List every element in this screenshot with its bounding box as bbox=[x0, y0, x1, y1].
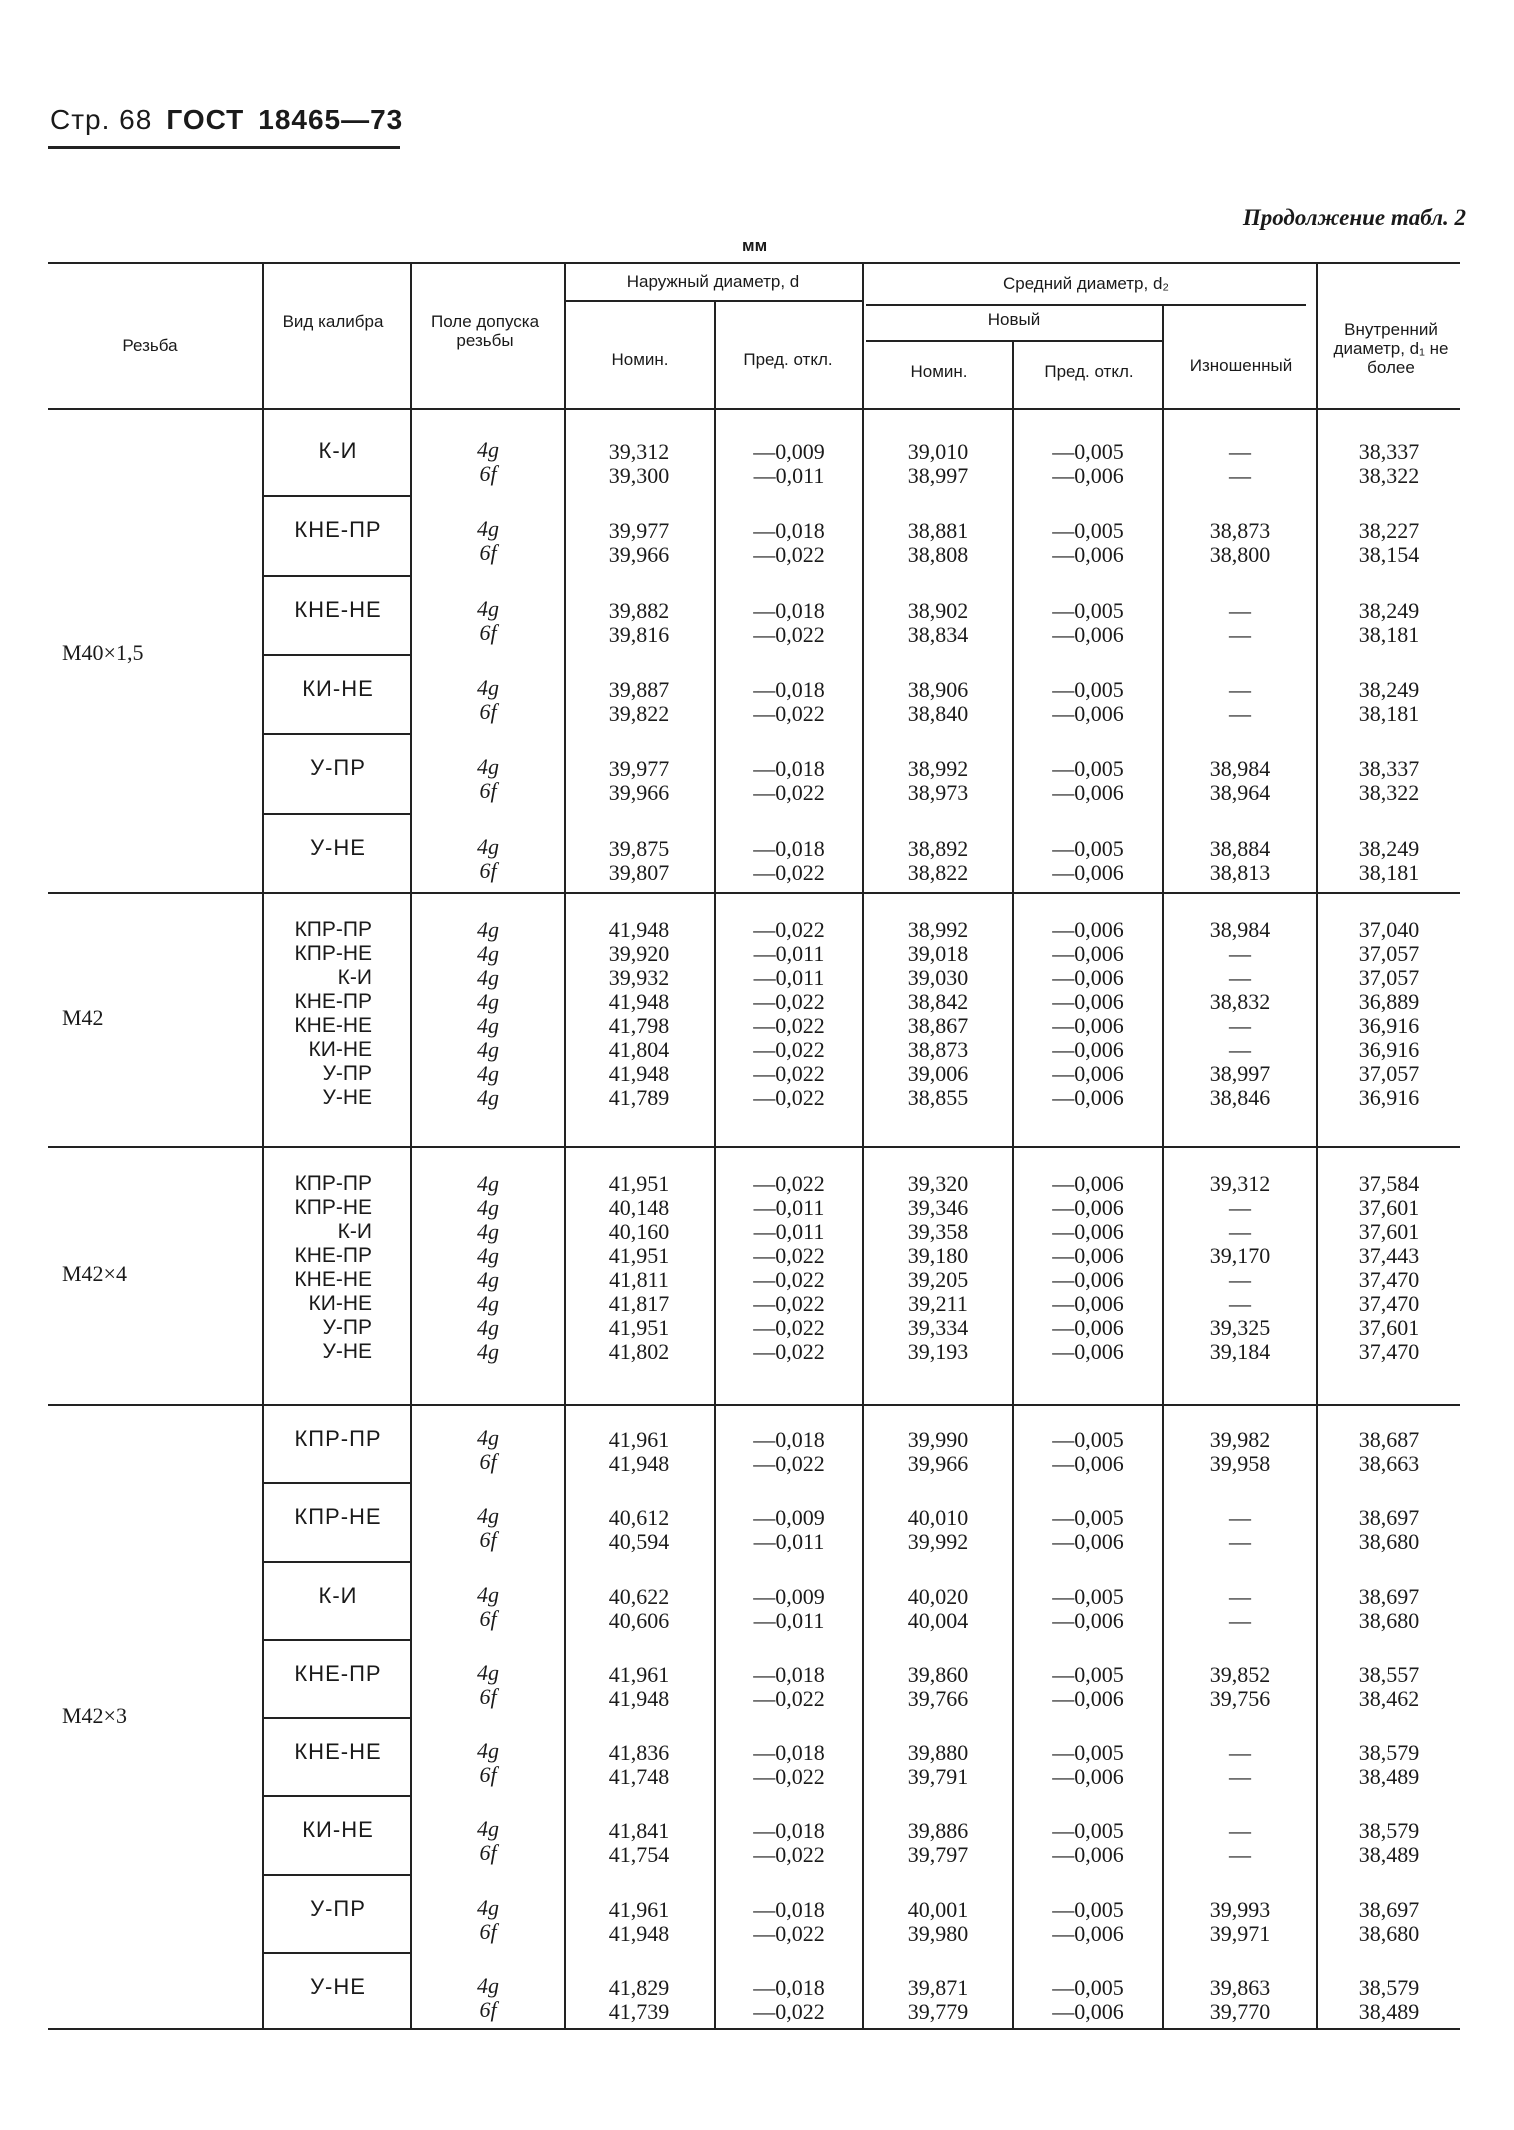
table-cell-d2-dev: —0,005 —0,006 bbox=[1052, 1897, 1124, 1946]
page-header bbox=[50, 104, 403, 136]
thread-designation: M42×4 bbox=[62, 1261, 127, 1286]
table-cell-d2-dev: —0,005 —0,006 bbox=[1052, 836, 1124, 885]
table-cell-worn: — — bbox=[1229, 1584, 1251, 1633]
table-cell-d2-dev: —0,005 —0,006 bbox=[1052, 756, 1124, 805]
table-cell-d2: 39,880 39,791 bbox=[907, 1740, 969, 1789]
table-cell-d2: 39,320 39,346 39,358 39,180 39,205 39,211 39,334 39,193 bbox=[907, 1171, 969, 1364]
table-cell-d2: 38,906 38,840 bbox=[907, 677, 969, 726]
table-cell-d-dev: —0,009 —0,011 bbox=[753, 1505, 825, 1554]
row-rule bbox=[264, 1482, 410, 1484]
table-cell-d-dev: —0,018 —0,022 bbox=[753, 836, 825, 885]
table-cell-d: 41,961 41,948 bbox=[608, 1427, 670, 1476]
col-mid-nom: Номин. bbox=[910, 362, 968, 381]
tolerance-field: 4g 6f bbox=[477, 754, 499, 803]
table-cell-d1: 38,697 38,680 bbox=[1358, 1505, 1420, 1554]
table-cell-worn: — — bbox=[1229, 677, 1251, 726]
table-cell-d1: 38,557 38,462 bbox=[1358, 1662, 1420, 1711]
table-cell-d-dev: —0,009 —0,011 bbox=[753, 439, 825, 488]
gauge-type: КПР-НЕ bbox=[294, 1504, 382, 1529]
table-cell-worn: — — bbox=[1229, 439, 1251, 488]
table-cell-d2-dev: —0,005 —0,006 bbox=[1052, 1427, 1124, 1476]
row-rule bbox=[48, 1404, 1460, 1406]
table-cell-d1: 38,337 38,322 bbox=[1358, 756, 1420, 805]
gauge-type-list: КПР-ПР КПР-НЕ К-И КНЕ-ПР КНЕ-НЕ КИ-НЕ У-ПР У-НЕ bbox=[294, 918, 372, 1109]
table-cell-d2: 39,010 38,997 bbox=[907, 439, 969, 488]
tolerance-field: 4g 6f bbox=[477, 1816, 499, 1865]
table-cell-d1: 38,579 38,489 bbox=[1358, 1975, 1420, 2024]
col-mid-new: Новый bbox=[987, 310, 1041, 329]
table-cell-worn: 39,852 39,756 bbox=[1209, 1662, 1271, 1711]
col-mid-dev: Пред. откл. bbox=[1044, 362, 1134, 381]
table-cell-d-dev: —0,018 —0,022 bbox=[753, 1427, 825, 1476]
table-cell-d2-dev: —0,005 —0,006 bbox=[1052, 1584, 1124, 1633]
gauge-type: КПР-ПР bbox=[294, 1426, 382, 1451]
col-inner: Внутренний диаметр, d₁ не более bbox=[1333, 320, 1449, 377]
table-cell-worn: 38,984 38,964 bbox=[1209, 756, 1271, 805]
standard-name: ГОСТ bbox=[166, 104, 245, 135]
table-cell-d2: 39,860 39,766 bbox=[907, 1662, 969, 1711]
table-cell-d: 39,887 39,822 bbox=[608, 677, 670, 726]
gauge-type: У-НЕ bbox=[310, 835, 366, 860]
table-cell-d1: 38,337 38,322 bbox=[1358, 439, 1420, 488]
tolerance-field: 4g 6f bbox=[477, 596, 499, 645]
table-cell-d2: 40,020 40,004 bbox=[907, 1584, 969, 1633]
col-thread: Резьба bbox=[122, 336, 178, 355]
table-cell-d-dev: —0,018 —0,022 bbox=[753, 1818, 825, 1867]
table-cell-d2-dev: —0,005 —0,006 bbox=[1052, 677, 1124, 726]
table-cell-worn: 39,993 39,971 bbox=[1209, 1897, 1271, 1946]
table-cell-worn: — — bbox=[1229, 1740, 1251, 1789]
table-cell-d2-dev: —0,005 —0,006 bbox=[1052, 1740, 1124, 1789]
tolerance-field: 4g 6f bbox=[477, 1738, 499, 1787]
col-mid: Средний диаметр, d₂ bbox=[1002, 274, 1170, 293]
table-cell-d: 41,961 41,948 bbox=[608, 1897, 670, 1946]
table-cell-d-dev: —0,022 —0,011 —0,011 —0,022 —0,022 —0,022 —0,022 —0,022 bbox=[753, 1171, 825, 1364]
table-cell-d2-dev: —0,005 —0,006 bbox=[1052, 1505, 1124, 1554]
header-rule bbox=[48, 146, 400, 149]
row-rule bbox=[48, 892, 1460, 894]
tolerance-field: 4g 6f bbox=[477, 437, 499, 486]
row-rule bbox=[48, 1146, 1460, 1148]
table-cell-worn: — — bbox=[1229, 598, 1251, 647]
table-cell-d2: 38,992 39,018 39,030 38,842 38,867 38,873 39,006 38,855 bbox=[907, 917, 969, 1110]
table-cell-d-dev: —0,018 —0,022 bbox=[753, 1975, 825, 2024]
table-cell-d2: 38,902 38,834 bbox=[907, 598, 969, 647]
table-cell-d: 39,977 39,966 bbox=[608, 756, 670, 805]
tolerance-field: 4g 6f bbox=[477, 1425, 499, 1474]
table-cell-d1: 38,697 38,680 bbox=[1358, 1584, 1420, 1633]
standard-number: 18465—73 bbox=[258, 104, 404, 135]
tolerance-field: 4g 6f bbox=[477, 516, 499, 565]
table-cell-worn: 39,982 39,958 bbox=[1209, 1427, 1271, 1476]
tolerance-field: 4g 6f bbox=[477, 675, 499, 724]
table-cell-d2: 39,990 39,966 bbox=[907, 1427, 969, 1476]
table-cell-worn: 39,312 — — 39,170 — — 39,325 39,184 bbox=[1209, 1171, 1271, 1364]
table-cell-d-dev: —0,022 —0,011 —0,011 —0,022 —0,022 —0,022 —0,022 —0,022 bbox=[753, 917, 825, 1110]
gauge-type: КНЕ-НЕ bbox=[294, 597, 382, 622]
table-cell-d2-dev: —0,005 —0,006 bbox=[1052, 1662, 1124, 1711]
row-rule bbox=[48, 2028, 1460, 2030]
table-cell-d2: 40,010 39,992 bbox=[907, 1505, 969, 1554]
table-cell-d2: 38,892 38,822 bbox=[907, 836, 969, 885]
table-cell-d-dev: —0,018 —0,022 bbox=[753, 1897, 825, 1946]
tolerance-field: 4g 6f bbox=[477, 1973, 499, 2022]
table-cell-worn: — — bbox=[1229, 1818, 1251, 1867]
table-cell-d: 39,977 39,966 bbox=[608, 518, 670, 567]
table-cell-d2: 39,886 39,797 bbox=[907, 1818, 969, 1867]
table-cell-d: 41,948 39,920 39,932 41,948 41,798 41,804 41,948 41,789 bbox=[608, 917, 670, 1110]
table-cell-d2-dev: —0,005 —0,006 bbox=[1052, 439, 1124, 488]
row-rule bbox=[264, 1717, 410, 1719]
table-cell-worn: — — bbox=[1229, 1505, 1251, 1554]
row-rule bbox=[264, 1874, 410, 1876]
table-cell-worn: 39,863 39,770 bbox=[1209, 1975, 1271, 2024]
table-cell-d2: 38,881 38,808 bbox=[907, 518, 969, 567]
table-cell-d-dev: —0,018 —0,022 bbox=[753, 518, 825, 567]
table-cell-d1: 38,249 38,181 bbox=[1358, 598, 1420, 647]
table-cell-d: 41,961 41,948 bbox=[608, 1662, 670, 1711]
table-cell-d2-dev: —0,005 —0,006 bbox=[1052, 1975, 1124, 2024]
table-cell-d: 41,836 41,748 bbox=[608, 1740, 670, 1789]
col-gauge-type: Вид калибра bbox=[282, 312, 384, 331]
table-cell-d1: 38,249 38,181 bbox=[1358, 836, 1420, 885]
table-cell-d1: 38,579 38,489 bbox=[1358, 1818, 1420, 1867]
table-cell-d1: 37,584 37,601 37,601 37,443 37,470 37,470 37,601 37,470 bbox=[1358, 1171, 1420, 1364]
row-rule bbox=[264, 1952, 410, 1954]
thread-designation: M42 bbox=[62, 1005, 104, 1030]
gauge-type: У-ПР bbox=[310, 1896, 366, 1921]
col-outer-dev: Пред. откл. bbox=[743, 350, 833, 369]
table-cell-d1: 38,249 38,181 bbox=[1358, 677, 1420, 726]
table-cell-d-dev: —0,009 —0,011 bbox=[753, 1584, 825, 1633]
table-cell-d2-dev: —0,005 —0,006 bbox=[1052, 518, 1124, 567]
tolerance-field: 4g 6f bbox=[477, 1895, 499, 1944]
gauge-type: КИ-НЕ bbox=[302, 676, 374, 701]
col-outer-nom: Номин. bbox=[611, 350, 669, 369]
gauge-type: КНЕ-ПР bbox=[294, 517, 382, 542]
col-mid-worn: Изношенный bbox=[1189, 356, 1293, 375]
gauge-type: КНЕ-ПР bbox=[294, 1661, 382, 1686]
table-cell-d: 39,882 39,816 bbox=[608, 598, 670, 647]
table-header-rule bbox=[48, 408, 1460, 410]
row-rule bbox=[264, 1561, 410, 1563]
table-cell-d-dev: —0,018 —0,022 bbox=[753, 1740, 825, 1789]
table-cell-d: 41,829 41,739 bbox=[608, 1975, 670, 2024]
gauge-type: К-И bbox=[318, 1583, 358, 1608]
thread-designation: M40×1,5 bbox=[62, 640, 144, 665]
row-rule bbox=[264, 1795, 410, 1797]
continuation-note: Продолжение табл. 2 bbox=[1242, 205, 1466, 230]
row-rule bbox=[264, 733, 410, 735]
table-cell-d: 39,875 39,807 bbox=[608, 836, 670, 885]
col-outer: Наружный диаметр, d bbox=[626, 272, 800, 291]
gauge-type: У-НЕ bbox=[310, 1974, 366, 1999]
tolerance-field: 4g 6f bbox=[477, 1582, 499, 1631]
table-cell-d: 40,612 40,594 bbox=[608, 1505, 670, 1554]
tolerance-field-list: 4g 4g 4g 4g 4g 4g 4g 4g bbox=[477, 1171, 499, 1364]
table-cell-d1: 37,040 37,057 37,057 36,889 36,916 36,916 37,057 36,916 bbox=[1358, 917, 1420, 1110]
gauge-type: КНЕ-НЕ bbox=[294, 1739, 382, 1764]
row-rule bbox=[264, 495, 410, 497]
table-cell-d-dev: —0,018 —0,022 bbox=[753, 1662, 825, 1711]
table-cell-d1: 38,687 38,663 bbox=[1358, 1427, 1420, 1476]
table-cell-d1: 38,697 38,680 bbox=[1358, 1897, 1420, 1946]
table-cell-d: 40,622 40,606 bbox=[608, 1584, 670, 1633]
table-cell-d2: 40,001 39,980 bbox=[907, 1897, 969, 1946]
tolerance-field-list: 4g 4g 4g 4g 4g 4g 4g 4g bbox=[477, 917, 499, 1110]
table-cell-worn: 38,873 38,800 bbox=[1209, 518, 1271, 567]
gauge-type: КИ-НЕ bbox=[302, 1817, 374, 1842]
table-cell-d-dev: —0,018 —0,022 bbox=[753, 598, 825, 647]
table-cell-worn: 38,984 — — 38,832 — — 38,997 38,846 bbox=[1209, 917, 1271, 1110]
table-top-rule bbox=[48, 262, 1460, 264]
thread-designation: M42×3 bbox=[62, 1703, 127, 1728]
gauge-type: К-И bbox=[318, 438, 358, 463]
gauge-type: У-ПР bbox=[310, 755, 366, 780]
row-rule bbox=[264, 1639, 410, 1641]
table-cell-d2: 38,992 38,973 bbox=[907, 756, 969, 805]
table-cell-d: 41,951 40,148 40,160 41,951 41,811 41,817 41,951 41,802 bbox=[608, 1171, 670, 1364]
gauge-type-list: КПР-ПР КПР-НЕ К-И КНЕ-ПР КНЕ-НЕ КИ-НЕ У-ПР У-НЕ bbox=[294, 1172, 372, 1363]
tolerance-field: 4g 6f bbox=[477, 1503, 499, 1552]
tolerance-field: 4g 6f bbox=[477, 834, 499, 883]
units-label: мм bbox=[742, 236, 768, 255]
table-cell-d2-dev: —0,005 —0,006 bbox=[1052, 598, 1124, 647]
table-cell-d-dev: —0,018 —0,022 bbox=[753, 756, 825, 805]
row-rule bbox=[264, 813, 410, 815]
table-cell-d: 39,312 39,300 bbox=[608, 439, 670, 488]
table-cell-d2-dev: —0,005 —0,006 bbox=[1052, 1818, 1124, 1867]
table-cell-d1: 38,227 38,154 bbox=[1358, 518, 1420, 567]
col-tolerance: Поле допуска резьбы bbox=[430, 312, 540, 350]
table-cell-d2: 39,871 39,779 bbox=[907, 1975, 969, 2024]
table-cell-d2-dev: —0,006 —0,006 —0,006 —0,006 —0,006 —0,006 —0,006 —0,006 bbox=[1052, 1171, 1124, 1364]
page-number: Стр. 68 bbox=[50, 104, 153, 135]
table-cell-d: 41,841 41,754 bbox=[608, 1818, 670, 1867]
tolerance-field: 4g 6f bbox=[477, 1660, 499, 1709]
table-cell-d1: 38,579 38,489 bbox=[1358, 1740, 1420, 1789]
table-cell-d2-dev: —0,006 —0,006 —0,006 —0,006 —0,006 —0,006 —0,006 —0,006 bbox=[1052, 917, 1124, 1110]
table-cell-d-dev: —0,018 —0,022 bbox=[753, 677, 825, 726]
row-rule bbox=[264, 654, 410, 656]
table-cell-worn: 38,884 38,813 bbox=[1209, 836, 1271, 885]
row-rule bbox=[264, 575, 410, 577]
